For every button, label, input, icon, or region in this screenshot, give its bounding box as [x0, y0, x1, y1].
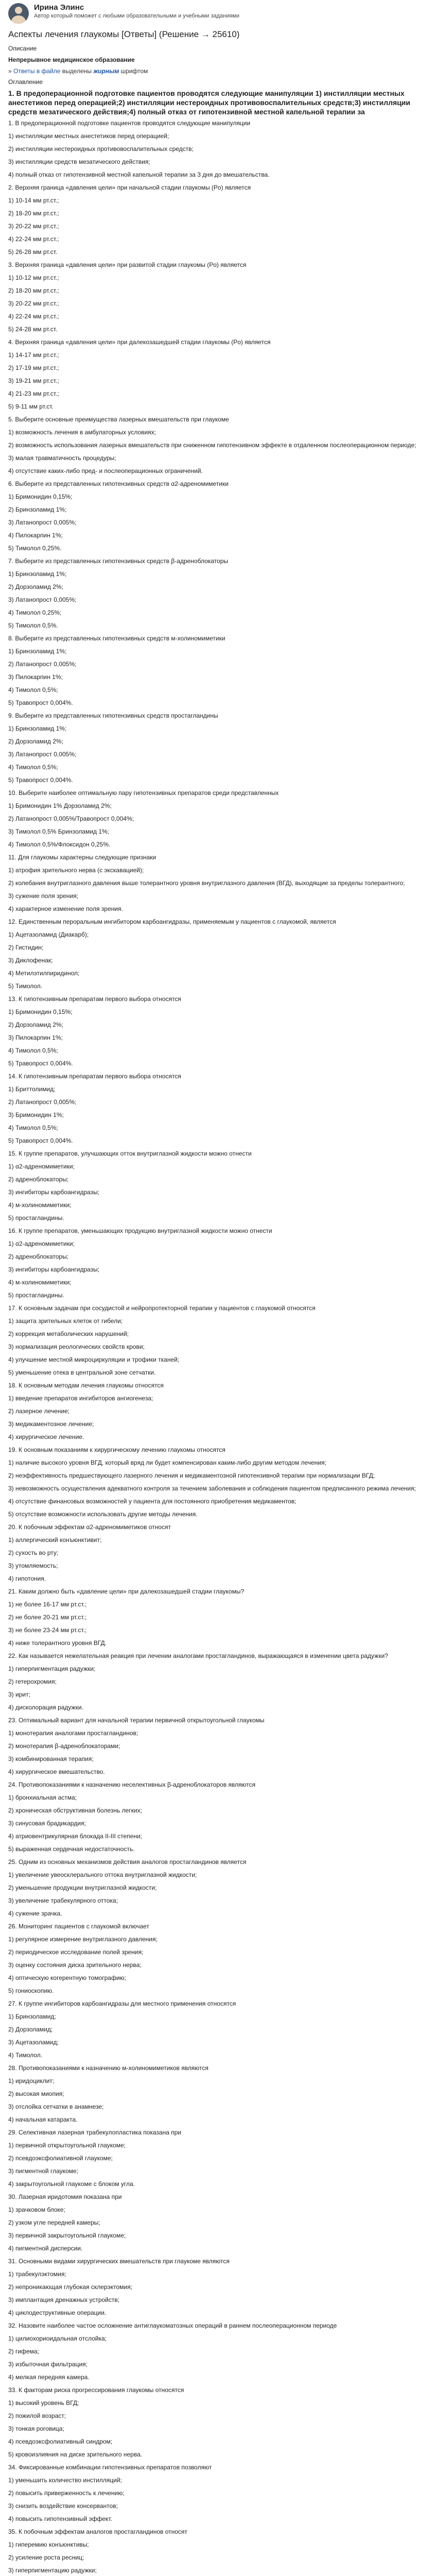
content-paragraph: 1) 10-12 мм рт.ст.;: [8, 274, 59, 281]
content-paragraph: 1) увеличение увеосклерального оттока внутриглазной жидкости;: [8, 1871, 197, 1878]
content-paragraph: 4) начальная катаракта.: [8, 2116, 78, 2123]
content-paragraph: 2) сухость во рту;: [8, 1549, 59, 1556]
content-paragraph: 27. К группе ингибиторов карбоангидразы для местного применения относятся: [8, 2000, 236, 2007]
content-paragraph: 5) простагландины.: [8, 1292, 64, 1299]
content-paragraph: 35. К побочным эффектам аналогов простагландинов относят: [8, 2528, 187, 2535]
content-paragraph: 1) защита зрительных клеток от гибели;: [8, 1317, 123, 1325]
content-paragraph: 1) иридоциклит;: [8, 2077, 55, 2084]
content-paragraph: 2) 18-20 мм рт.ст.;: [8, 210, 59, 217]
content-paragraph: 2) усиление роста ресниц;: [8, 2554, 84, 2561]
toc-label[interactable]: Оглавление: [8, 78, 43, 86]
content-paragraph: 15. К группе препаратов, улучшающих отток внутриглазной жидкости можно отнести: [8, 1150, 252, 1157]
content-paragraph: 1) гиперемию конъюнктивы;: [8, 2541, 89, 2548]
content-paragraph: 3) имплантация дренажных устройств;: [8, 2296, 120, 2303]
content-paragraph: 4) Тимолол 0,5%;: [8, 764, 58, 771]
content-paragraph: 3. Верхняя граница «давления цели» при развитой стадии глаукомы (Po) является: [8, 261, 247, 268]
content-paragraph: 5) кровоизлияния на диске зрительного нерва.: [8, 2451, 143, 2458]
content-paragraph: 18. К основным методам лечения глаукомы относятся: [8, 1382, 164, 1389]
content-paragraph: 4) ниже толерантного уровня ВГД.: [8, 1639, 107, 1647]
content-paragraph: 2) Дорзоламид 2%;: [8, 583, 63, 590]
content-paragraph: 1) Бриттолимид;: [8, 1086, 56, 1093]
content-paragraph: 2) лазерное лечение;: [8, 1408, 70, 1415]
content-paragraph: 2) 17-19 мм рт.ст.;: [8, 364, 59, 371]
content-paragraph: 3) ирит;: [8, 1691, 30, 1698]
content-paragraph: 1) 14-17 мм рт.ст.;: [8, 351, 59, 359]
content-paragraph: 2) Дорзоламид 2%;: [8, 1021, 63, 1028]
content-paragraph: 2) Гистидин;: [8, 944, 44, 951]
content-paragraph: 1) введение препаратов ингибиторов ангиогенеза;: [8, 1395, 153, 1402]
content-paragraph: 20. К побочным эффектам α2-адреномиметиков относят: [8, 1523, 171, 1531]
content-paragraph: 2) Дорзоламид;: [8, 2026, 53, 2033]
author-info: [34, 3, 239, 20]
content-paragraph: 2) псевдоэксфолиативной глаукоме;: [8, 2155, 113, 2162]
author-block: [8, 3, 428, 24]
content-paragraph: 5) Травопрост 0,004%.: [8, 1137, 73, 1144]
content-paragraph: 1) Бринзоламид 1%;: [8, 648, 67, 655]
content-paragraph: 9. Выберите из представленных гипотензивных средств простагландины: [8, 712, 218, 719]
content-paragraph: 2) гифема;: [8, 2348, 39, 2355]
content-paragraph: 1) цилиохориоидальная отслойка;: [8, 2335, 107, 2342]
content-paragraph: 3) невозможность осуществления адекватного контроля за течением заболевания и соблюдения пациентом предписанного режима лечения;: [8, 1485, 416, 1492]
content-paragraph: 3) Бримонидин 1%;: [8, 1111, 64, 1118]
avatar[interactable]: [8, 3, 29, 24]
content-paragraph: 14. К гипотензивным препаратам первого выбора относятся: [8, 1073, 181, 1080]
content-paragraph: 1) Бринзоламид 1%;: [8, 570, 67, 578]
content-paragraph: 3) не более 23-24 мм рт.ст.;: [8, 1626, 87, 1634]
content-paragraph: 21. Каким должно быть «давление цели» при далекозашедшей стадии глаукомы?: [8, 1588, 245, 1595]
content-paragraph: 3) 19-21 мм рт.ст.;: [8, 377, 59, 384]
content-paragraph: 2) пожилой возраст;: [8, 2412, 66, 2419]
content-paragraph: 2. Верхняя граница «давления цели» при начальной стадии глаукомы (Po) является: [8, 184, 251, 191]
content-paragraph: 1. В предоперационной подготовке пациентов проводятся следующие манипуляции: [8, 120, 251, 127]
content-paragraph: 3) оценку состояния диска зрительного нерва;: [8, 1961, 142, 1969]
content-paragraph: 4) 22-24 мм рт.ст.;: [8, 235, 59, 243]
content-paragraph: 1) Бримонидин 1% Дорзоламид 2%;: [8, 802, 112, 809]
content-paragraph: 4) хирургическое лечение.: [8, 1433, 84, 1440]
content-paragraph: 1) трабекулэктомия;: [8, 2270, 66, 2278]
content-paragraph: 4) закрытоугольной глаукоме с блоком угла.: [8, 2180, 135, 2188]
content-paragraph: 12. Единственным пероральным ингибитором карбоангидразы, применяемым у пациентов с глаукомой, является: [8, 918, 336, 925]
bold-link[interactable]: жирным: [93, 67, 119, 75]
content-paragraph: 1) 10-14 мм рт.ст.;: [8, 197, 59, 204]
content-paragraph: 1) инстилляции местных анестетиков перед операцией;: [8, 132, 169, 140]
content-paragraph: 26. Мониторинг пациентов с глаукомой включает: [8, 1923, 149, 1930]
content-paragraph: 2) повысить приверженность к лечению;: [8, 2489, 125, 2497]
content-paragraph: 4) хирургическое вмешательство.: [8, 1768, 105, 1775]
content-paragraph: 4. Верхняя граница «давления цели» при далекозашедшей стадии глаукомы (Po) является: [8, 338, 271, 346]
content-paragraph: 5) простагландины.: [8, 1214, 64, 1222]
content-paragraph: 4) полный отказ от гипотензивной местной капельной терапии за 3 дня до вмешательства.: [8, 171, 270, 178]
content-paragraph: 4) Тимолол 0,25%;: [8, 609, 62, 616]
content-paragraph: 13. К гипотензивным препаратам первого выбора относятся: [8, 995, 181, 1003]
content-paragraph: 3) Латанопрост 0,005%;: [8, 596, 77, 603]
content-paragraph: 3) малая травматичность процедуры;: [8, 454, 116, 462]
content-paragraph: 5) Тимолол.: [8, 982, 43, 990]
content-paragraph: 1) α2-адреномиметики;: [8, 1240, 75, 1247]
content-paragraph: 33. К факторам риска прогрессирования глаукомы относятся: [8, 2386, 184, 2394]
content-paragraph: 2) Латанопрост 0,005%;: [8, 660, 77, 668]
content-paragraph: 2) непроникающая глубокая склерэктомия;: [8, 2283, 132, 2291]
content-paragraph: 1) наличие высокого уровня ВГД, который вряд ли будет компенсирован каким-либо другим методом лечения;: [8, 1459, 326, 1466]
content-paragraph: 5) Тимолол 0,25%.: [8, 545, 62, 552]
content-paragraph: 3) первичной закрытоугольной глаукоме;: [8, 2232, 126, 2239]
content-paragraph: 32. Назовите наиболее частое осложнение антиглаукоматозных операций в раннем послеоперационном периоде: [8, 2322, 337, 2329]
content-paragraph: 6. Выберите из представленных гипотензивных средств α2-адреномиметики: [8, 480, 229, 487]
content-paragraph: 1) аллергический конъюнктивит;: [8, 1536, 102, 1544]
content-paragraph: 2) адреноблокаторы;: [8, 1253, 69, 1260]
content-paragraph: 4) гипотония.: [8, 1575, 46, 1582]
content-paragraph: 4) улучшение местной микроциркуляции и трофики тканей;: [8, 1356, 180, 1363]
content-paragraph: 3) Латанопрост 0,005%;: [8, 751, 77, 758]
content-paragraph: 2) периодическое исследование полей зрения;: [8, 1948, 144, 1956]
answers-note-suffix: шрифтом: [119, 67, 148, 75]
section-heading: 1. В предоперационной подготовке пациентов проводятся следующие манипуляции 1) инстилляции местных анестетиков перед операцией;2) инстилляции нестероидных противовоспалительных средств;3) инстилляции средств мезатического действия;4) полный отказ от гипотензивной местной капельной терапии за: [8, 89, 411, 116]
content-paragraph: 2) коррекция метаболических нарушений;: [8, 1330, 129, 1337]
content-paragraph: 2) возможность использования лазерных вмешательств при сниженном гипотензивном эффекте в отдаленном послеоперационном периоде;: [8, 442, 416, 449]
content-paragraph: 2) 18-20 мм рт.ст.;: [8, 287, 59, 294]
content-paragraph: 3) Диклофенак;: [8, 957, 53, 964]
content-paragraph: 31. Основными видами хирургических вмешательств при глаукоме являются: [8, 2258, 230, 2265]
content-paragraph: 34. Фиксированные комбинации гипотензивных препаратов позволяют: [8, 2464, 212, 2471]
content-paragraph: 4) отсутствие финансовых возможностей у пациента для постоянного приобретения медикаментов;: [8, 1498, 297, 1505]
content-paragraph: 1) уменьшить количество инстилляций;: [8, 2477, 122, 2484]
content-paragraph: 4) дисколорация радужки.: [8, 1704, 83, 1711]
content-paragraph: 5) Травопрост 0,004%.: [8, 1060, 73, 1067]
content-paragraph: 2) адреноблокаторы;: [8, 1176, 69, 1183]
content-paragraph: 3) комбинированная терапия;: [8, 1755, 94, 1762]
content-paragraph: 2) колебания внутриглазного давления выше толерантного уровня внутриглазного давления (ВГД), выходящие за пределы толерантного;: [8, 879, 405, 887]
content-paragraph: 3) отслойка сетчатки в анамнезе;: [8, 2103, 104, 2110]
content-paragraph: 2) высокая миопия;: [8, 2090, 64, 2097]
content-paragraph: 5) гониоскопию.: [8, 1987, 54, 1994]
content-paragraph: 1) бронхиальная астма;: [8, 1794, 77, 1801]
content-paragraph: 3) Ацетазоламид;: [8, 2039, 59, 2046]
document-title: Аспекты лечения глаукомы [Ответы] (Решение → 25610): [8, 29, 240, 39]
content-paragraph: 4) Тимолол 0,5%;: [8, 1124, 58, 1131]
content-paragraph: 11. Для глаукомы характерны следующие признаки: [8, 854, 156, 861]
content-paragraph: 23. Оптимальный вариант для начальной терапии первичной открытоугольной глаукомы: [8, 1717, 265, 1724]
section-label: Непрерывное медицинское образование: [8, 56, 135, 63]
content-paragraph: 5) уменьшение отека в центральной зоне сетчатки.: [8, 1369, 156, 1376]
content-paragraph: 4) оптическую когерентную томографию;: [8, 1974, 126, 1981]
content-paragraph: 3) инстилляции средств мезатического действия;: [8, 158, 150, 165]
content-paragraph: 5. Выберите основные преимущества лазерных вмешательств при глаукоме: [8, 416, 229, 423]
content-paragraph: 3) 20-22 мм рт.ст.;: [8, 300, 59, 307]
content-paragraph: 4) характерное изменение поля зрения.: [8, 905, 123, 912]
content-paragraph: 17. К основным задачам при сосудистой и нейропротекторной терапии у пациентов с глаукомой относятся: [8, 1304, 316, 1312]
content-paragraph: 3) Латанопрост 0,005%;: [8, 519, 77, 526]
content-paragraph: 5) выраженная сердечная недостаточность.: [8, 1845, 135, 1853]
content-paragraph: 5) 24-28 мм рт.ст.: [8, 326, 58, 333]
content-paragraph: 4) м-холиномиметики;: [8, 1279, 72, 1286]
content-paragraph: 4) мелкая передняя камера.: [8, 2374, 90, 2381]
content-paragraph: 3) тонкая роговица;: [8, 2425, 64, 2432]
content-paragraph: 24. Противопоказаниями к назначению неселективных β-адреноблокаторов являются: [8, 1781, 256, 1788]
answers-note-prefix: »: [8, 67, 14, 75]
content-paragraph: 4) м-холиномиметики;: [8, 1201, 72, 1209]
content-paragraph: 4) сужение зрачка.: [8, 1910, 62, 1917]
content-paragraph: 3) Тимолол 0,5% Бринзоламид 1%;: [8, 828, 110, 835]
content-paragraph: 3) Пилокарпин 1%;: [8, 673, 63, 681]
content-paragraph: 3) медикаментозное лечение;: [8, 1420, 94, 1428]
content-paragraph: 5) отсутствие возможности использовать другие методы лечения.: [8, 1511, 198, 1518]
content-paragraph: 2) Латанопрост 0,005%/Травопрост 0,004%;: [8, 815, 134, 822]
content-paragraph: 4) Тимолол 0,5%;: [8, 1047, 58, 1054]
content-paragraph: 1) монотерапия аналогами простагландинов;: [8, 1730, 138, 1737]
content-paragraph: 3) пигментной глаукоме;: [8, 2167, 78, 2175]
content-paragraph: 4) пигментной дисперсии.: [8, 2245, 83, 2252]
content-paragraph: 4) Тимолол.: [8, 2052, 43, 2059]
content-paragraph: 1) α2-адреномиметики;: [8, 1163, 75, 1170]
content-paragraph: 2) узком угле передней камеры;: [8, 2219, 100, 2226]
content-paragraph: 28. Противопоказаниями к назначению м-холиномиметиков являются: [8, 2064, 208, 2072]
content-paragraph: 4) Метилэтилпиридинол;: [8, 970, 80, 977]
author-role: Автор который поможет с любыми образовательными и учебными заданиями: [34, 13, 240, 19]
content-paragraph: 4) Тимолол 0,5%/Флоксидон 0,25%.: [8, 841, 111, 848]
content-paragraph: 5) 26-28 мм рт.ст.: [8, 248, 58, 256]
content-paragraph: 5) 9-11 мм рт.ст.: [8, 403, 54, 410]
content-paragraph: 4) псевдоэксфолиативный синдром;: [8, 2438, 113, 2445]
content-paragraph: 2) инстилляции нестероидных противовоспалительных средств;: [8, 145, 194, 152]
content-paragraph: 2) Дорзоламид 2%;: [8, 738, 63, 745]
content-paragraph: 10. Выберите наиболее оптимальную пару гипотензивных препаратов среди представленных: [8, 789, 279, 796]
content-paragraph: 3) утомляемость;: [8, 1562, 58, 1569]
content-paragraph: 5) Тимолол 0,5%.: [8, 622, 58, 629]
content-paragraph: 7. Выберите из представленных гипотензивных средств β-адреноблокаторы: [8, 557, 229, 565]
content-paragraph: 2) не более 20-21 мм рт.ст.;: [8, 1614, 87, 1621]
content-paragraph: 3) снизить воздействие консервантов;: [8, 2502, 118, 2510]
content-paragraph: 3) гиперпигментацию радужки;: [8, 2567, 97, 2574]
content-paragraph: 1) высокий уровень ВГД;: [8, 2399, 79, 2406]
content-paragraph: 1) Бринзоламид 1%;: [8, 725, 67, 732]
content-paragraph: 1) первичной открытоугольной глаукоме;: [8, 2142, 126, 2149]
content-paragraph: 4) отсутствие каких-либо пред- и послеоперационных ограничений.: [8, 467, 203, 474]
content-paragraph: 4) циклодеструктивные операции.: [8, 2309, 107, 2316]
content-paragraph: 1) Бримонидин 0,15%;: [8, 493, 73, 500]
content-paragraph: 16. К группе препаратов, уменьшающих продукцию внутриглазной жидкости можно отнести: [8, 1227, 272, 1234]
content-paragraph: 3) ингибиторы карбоангидразы;: [8, 1189, 100, 1196]
content-paragraph: 1) регулярное измерение внутриглазного давления;: [8, 1936, 158, 1943]
content-paragraph: 19. К основным показаниям к хирургическому лечению глаукомы относятся: [8, 1446, 225, 1453]
content-paragraph: 2) неэффективность предшествующего лазерного лечения и медикаментозной гипотензивной терапии при нормализации ВГД;: [8, 1472, 375, 1479]
content-paragraph: 1) не более 16-17 мм рт.ст.;: [8, 1601, 87, 1608]
content-paragraph: 3) Пилокарпин 1%;: [8, 1034, 63, 1041]
content-paragraph: 4) 22-24 мм рт.ст.;: [8, 313, 59, 320]
content-paragraph: 4) Тимолол 0,5%;: [8, 686, 58, 693]
content-paragraph: 4) атриовентрикулярная блокада II-III степени;: [8, 1833, 143, 1840]
content-paragraph: 3) ингибиторы карбоангидразы;: [8, 1266, 100, 1273]
answers-file-link[interactable]: Ответы в файле: [13, 67, 61, 75]
content-paragraph: 2) монотерапия β-адреноблокаторами;: [8, 1742, 120, 1750]
description-label: Описание: [8, 45, 37, 52]
content-paragraph: 1) возможность лечения в амбулаторных условиях;: [8, 429, 156, 436]
content-paragraph: 1) гиперпигментация радужки;: [8, 1665, 96, 1672]
content-paragraph: 25. Одним из основных механизмов действия аналогов простагландинов является: [8, 1858, 247, 1866]
content-paragraph: 4) повысить гипотензивный эффект.: [8, 2515, 112, 2522]
content-paragraph: 3) 20-22 мм рт.ст.;: [8, 223, 59, 230]
content-paragraph: 1) Бринзоламид;: [8, 2013, 56, 2020]
content-paragraph: 4) Пилокарпин 1%;: [8, 532, 63, 539]
content-paragraph: 4) 21-23 мм рт.ст.;: [8, 390, 59, 397]
content-paragraph: 5) Травопрост 0,004%.: [8, 699, 73, 706]
author-name[interactable]: Ирина Элинс: [34, 3, 84, 12]
content-paragraph: 3) нормализация реологических свойств крови;: [8, 1343, 145, 1350]
content-paragraph: 29. Селективная лазерная трабекулопластика показана при: [8, 2129, 182, 2136]
content-paragraph: 1) Бримонидин 0,15%;: [8, 1008, 73, 1015]
content: [8, 120, 428, 2576]
content-paragraph: 3) увеличение трабекулярного оттока;: [8, 1897, 118, 1904]
content-paragraph: 2) уменьшение продукции внутриглазной жидкости;: [8, 1884, 157, 1891]
content-paragraph: 3) сужение поля зрения;: [8, 892, 78, 900]
content-paragraph: 2) Бринзоламид 1%;: [8, 506, 67, 513]
content-paragraph: 8. Выберите из представленных гипотензивных средств м-холиномиметики: [8, 635, 225, 642]
content-paragraph: 1) атрофия зрительного нерва (с экскавацией);: [8, 867, 144, 874]
content-paragraph: 5) Травопрост 0,004%.: [8, 776, 73, 784]
content-paragraph: 1) зрачковом блоке;: [8, 2206, 65, 2213]
answers-note: [8, 67, 428, 75]
content-paragraph: 30. Лазерная иридотомия показана при: [8, 2193, 122, 2200]
content-paragraph: 22. Как называется нежелательная реакция при лечении аналогами простагландинов, выражающаяся в изменении цвета радужки?: [8, 1652, 388, 1659]
answers-note-middle: выделены: [60, 67, 94, 75]
content-paragraph: 3) синусовая брадикардия;: [8, 1820, 86, 1827]
content-paragraph: 1) Ацетазоламид (Диакарб);: [8, 931, 89, 938]
content-paragraph: 3) избыточная фильтрация;: [8, 2361, 88, 2368]
content-paragraph: 2) гетерохромия;: [8, 1678, 57, 1685]
content-paragraph: 2) хроническая обструктивная болезнь легких;: [8, 1807, 142, 1814]
content-paragraph: 2) Латанопрост 0,005%;: [8, 1098, 77, 1106]
